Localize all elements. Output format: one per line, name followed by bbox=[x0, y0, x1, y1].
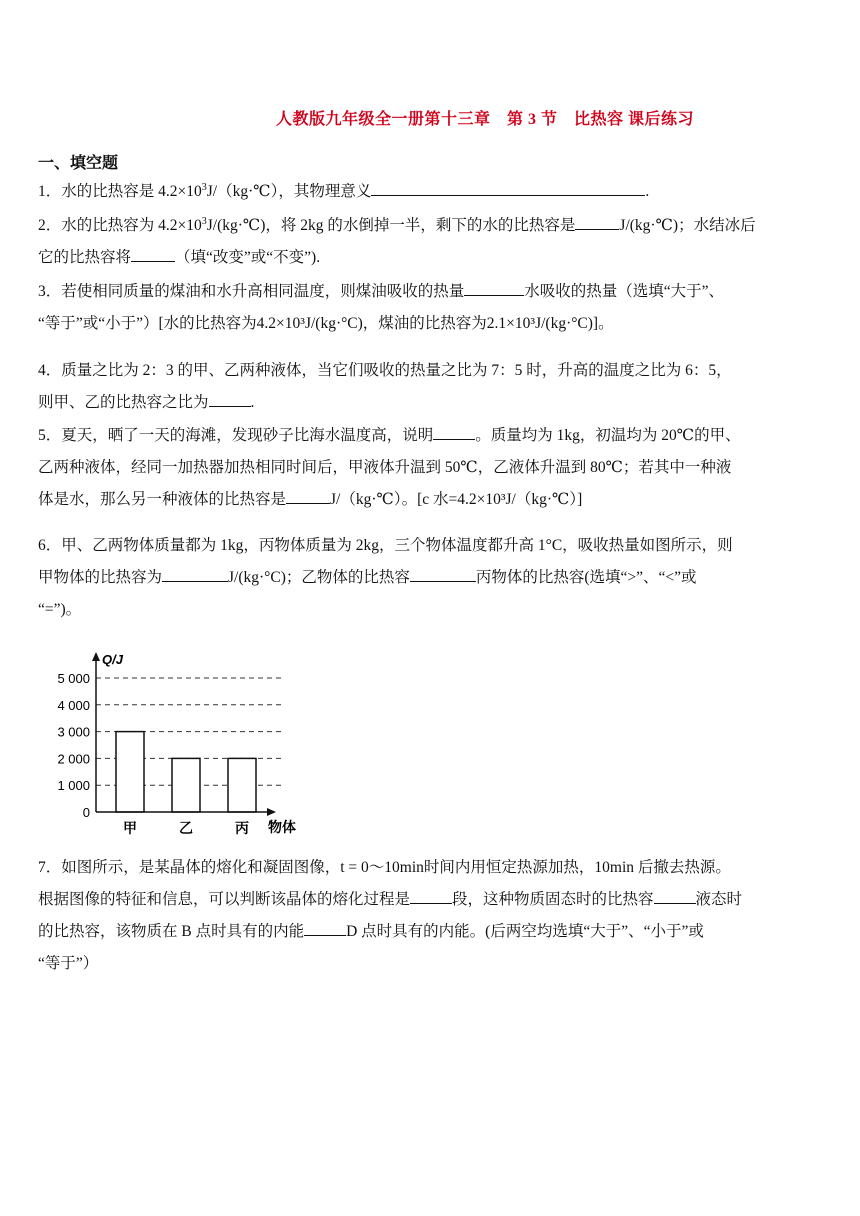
section-heading: 一、填空题 bbox=[38, 153, 119, 172]
question-1: 1．水的比热容是 $4.2\times 10^3J/(kg\cdot℃)$，其物理意义 . bbox=[38, 172, 822, 208]
chart-y-ticks bbox=[57, 671, 90, 820]
y-tick-label: 4 000 bbox=[57, 697, 90, 713]
answer-blank[interactable] bbox=[433, 421, 475, 440]
y-tick-label: 2 000 bbox=[57, 751, 90, 767]
answer-blank[interactable] bbox=[464, 277, 524, 296]
question-2: 2．水的比热容为 $4.2\times 10^3J/(kg\cdot℃)$，将 2kg 的水倒掉一半，剩下的水的比热容是 J/(kg·℃)；水结冰后 它的比热容将 （填“改变”或“不变”). bbox=[38, 206, 822, 274]
answer-blank[interactable] bbox=[575, 211, 619, 230]
question-7: 7．如图所示，是某晶体的熔化和凝固图像，t = 0～10min时间内用恒定热源加热，10min 后撤去热源。 根据图像的特征和信息，可以判断该晶体的熔化过程是 段，这种物质固态时的比热容 液态时 的比热容，该物质在 B 点时具有的内能 D 点时具有的内能。(后两空均选填“大于”、“小于”或 “等于”） bbox=[38, 859, 743, 972]
answer-blank[interactable] bbox=[131, 243, 175, 262]
question-6: 6．甲、乙两物体质量都为 1kg，丙物体质量为 2kg，三个物体温度都升高 1°C，吸收热量如图所示，则 甲物体的比热容为 J/(kg·°C)；乙物体的比热容 丙物体的比热容(选填“>”、“<”或 “=”)。 bbox=[38, 537, 733, 618]
bar bbox=[228, 758, 256, 812]
y-tick-label: 0 bbox=[82, 805, 90, 820]
x-axis-label: 物体 bbox=[268, 820, 296, 836]
answer-blank[interactable] bbox=[162, 563, 228, 582]
x-tick-label: 甲 bbox=[123, 821, 137, 837]
answer-blank[interactable] bbox=[410, 563, 476, 582]
chart-bars bbox=[116, 732, 256, 812]
question-5: 5．夏天，晒了一天的海滩，发现砂子比海水温度高，说明 。质量均为 1kg，初温均为 20℃的甲、 乙两种液体，经同一加热器加热相同时间后，甲液体升温到 50℃，乙液体升温到 80℃；若其中一种液 体是水，那么另一种液体的比热容是 J/（kg·℃）。[c 水=4.2×10³J/（kg·℃）] bbox=[38, 420, 822, 516]
y-tick-label: 1 000 bbox=[57, 778, 90, 794]
x-axis-arrow bbox=[267, 808, 276, 816]
y-tick-label: 3 000 bbox=[57, 724, 90, 740]
y-tick-label: 5 000 bbox=[57, 671, 90, 686]
answer-blank[interactable] bbox=[286, 485, 330, 504]
chart-x-ticks bbox=[123, 821, 249, 837]
answer-blank[interactable] bbox=[304, 917, 346, 936]
answer-blank[interactable] bbox=[654, 885, 696, 904]
answer-blank[interactable] bbox=[371, 177, 645, 196]
y-axis-label: Q/J bbox=[102, 652, 123, 667]
answer-blank[interactable] bbox=[209, 388, 251, 407]
bar bbox=[116, 732, 144, 812]
y-axis-arrow bbox=[92, 652, 100, 661]
answer-blank[interactable] bbox=[410, 885, 452, 904]
heat-bar-chart bbox=[40, 650, 320, 842]
question-4: 4．质量之比为 2：3 的甲、乙两种液体，当它们吸收的热量之比为 7：5 时，升高的温度之比为 6：5， 则甲、乙的比热容之比为 . bbox=[38, 362, 732, 411]
question-3: 3．若使相同质量的煤油和水升高相同温度，则煤油吸收的热量 水吸收的热量（选填“大于”、 “等于”或“小于”）[水的比热容为4.2×10³J/(kg·°C)，煤油的比热容为2.1×10³J/(kg·°C)]。 bbox=[38, 276, 822, 340]
page-title: 人教版九年级全一册第十三章 第 3 节 比热容 课后练习 bbox=[275, 111, 694, 128]
x-tick-label: 丙 bbox=[235, 821, 249, 837]
bar bbox=[172, 758, 200, 812]
x-tick-label: 乙 bbox=[179, 821, 193, 837]
